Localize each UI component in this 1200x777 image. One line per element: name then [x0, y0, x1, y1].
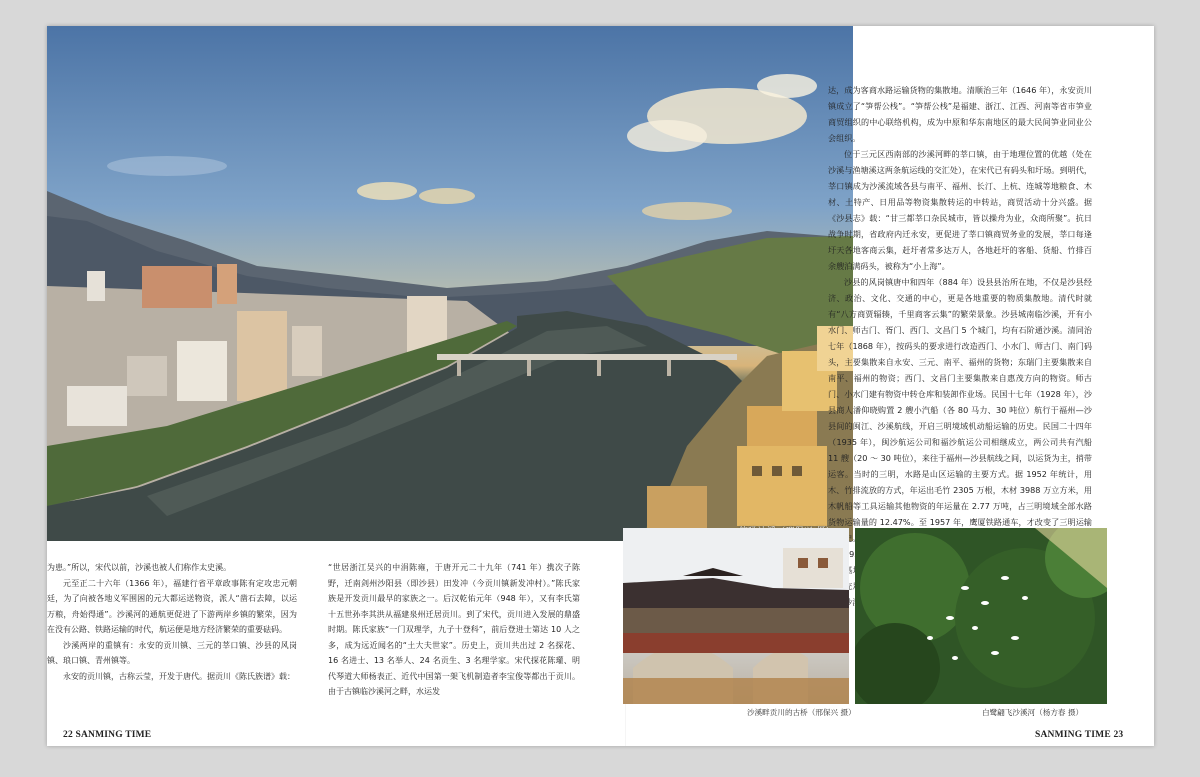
main-photo-river-city [47, 26, 853, 541]
page-number: 22 [63, 730, 73, 740]
magazine-spread [47, 26, 1154, 746]
paragraph: “世居浙江吴兴的中涓陈雍，于唐开元二十九年（741 年）携次子陈野，迁南剑州沙阳县（即沙县）田发冲（今贡川镇新发冲村）。”陈氏家族是开发贡川最早的家族之一。后汉乾佑元年（948 年），又有李氏第十五世孙李其洪从福建泉州迁居贡川。到了宋代，贡川进入发展的鼎盛时期。陈氏家族“一门双理学，九子十登科”，前后登进士第达 10 人之多，成为远近闻名的“土大夫世家”。历史上，贡川共出过 2 名探花、16 名进士、13 名举人、24 名贡生、3 名理学家。宋代探花陈瓘、明代琴道大师杨表正、近代中国第一架飞机制造者李宝俊等都出于贡川。由于古镇临沙溪河之畔，水运发 [328, 563, 580, 696]
bridge-scene [623, 528, 849, 704]
article-column-a [47, 560, 297, 684]
egret-scene [855, 528, 1107, 704]
photo-egrets [855, 528, 1107, 704]
magazine-name: SANMING TIME [1035, 730, 1111, 740]
paragraph: 达，成为客商水路运输货物的集散地。清顺治三年（1646 年），永安贡川镇成立了“笋帮公栈”。“笋帮公栈”是福建、浙江、江西、河南等省市笋业商贸组织的中心联络机构，成为中原和华东南地区的最大民间笋业同业公会组织。 [828, 85, 1092, 143]
egret-photo-caption: 白鹭翩飞沙溪河（杨方春 摄） [982, 708, 1084, 717]
paragraph: 永安的贡川镇，古称云莹，开发于唐代。据贡川《陈氏族谱》载： [63, 671, 295, 681]
article-column-b [328, 560, 580, 700]
bridge-photo-caption: 沙溪畔贡川的古桥（邢保兴 摄） [747, 708, 856, 717]
magazine-name: SANMING TIME [75, 730, 152, 740]
paragraph: 为患。”所以，宋代以前，沙溪也被人们称作太史溪。 [47, 563, 232, 572]
folio-left [63, 730, 151, 740]
main-photo-scene [47, 26, 853, 541]
folio-right [1035, 730, 1123, 740]
page-number: 23 [1113, 730, 1124, 740]
photo-gongchuan-bridge [623, 528, 849, 704]
paragraph: 沙县的风岗镇唐中和四年（884 年）设县县治所在地，不仅是沙县经济、政治、文化、交通的中心，更是各地重要的物质集散地。清代时就有“八方商贾辐辏，千里商客云集”的繁荣景象。沙县城南临沙溪，开有小水门、师古门、胥门、西门、文昌门 5 个城门，均有石阶通沙溪。清同治七年（1868 年），按码头的要求进行改造西门、小水门、师古门、南门码头，主要集散来自永安、三元、南平、福州的货物；东瑞门主要集散来自南平、福州的物资；西门、文昌门主要集散来自惠茂方向的物资。师古门、小水门建有物资中转仓库和装卸作业场。民国十七年（1928 年），沙县商人潘仰晓购置 2 艘小汽船（各 80 马力、30 吨位）航行于福州—沙县间的闽江、沙溪航线，开启三明境域机动船运输的历史。民国二十四年（1935 年），闽沙航运公司和福沙航运公司相继成立，两公司共有汽船 11 艘（20 ～ 30 吨位），来往于福州—沙县航线之间，以运货为主，捎带运客。当时的三明，水路是山区运输的主要方式。据 1952 年统计，用木、竹排流放的方式，年运出毛竹 2305 万根，木材 3988 万立方米，用木帆船等工具运输其他物资的年运量在 2.77 万吨，占三明境域全部水路货物运输量的 12.47%。至 1957 年，鹰厦铁路通车，才改变了三明运输 史。 [828, 277, 1092, 543]
paragraph: 沙溪两岸的重镇有：永安的贡川镇、三元的莘口镇、沙县的风岗镇、琅口镇、青州镇等。 [47, 640, 297, 665]
paragraph: 位于三元区西南部的沙溪河畔的莘口镇，由于地理位置的优越（处在沙溪与渔塘溪这两条航运线的交汇处），在宋代已有码头和圩场。到明代，莘口镇成为沙溪流域各县与南平、福州、长汀、上杭、连城等地粮食、木材、土特产、日用品等物资集散转运的中转站，商贸活动十分兴盛。据《沙县志》载：“甘三都莘口杂民城市，皆以操舟为业，众商所聚”。抗日战争时期，省政府内迁永安，更促进了莘口镇商贸务业的发展，莘口每逢圩天各地客商云集，赶圩者常多达万人，各地赶圩的客船、货船、竹排百余艘泊满码头，被称为“小上海”。 [828, 149, 1092, 271]
paragraph: 元至正二十六年（1366 年），福建行省平章政事陈有定攻忠元朝廷，为了向被各地义军围困的元大都运送物资，派人“凿石去障，以运万粮，舟始得通”。沙溪河的通航更促进了下游两岸乡镇的繁荣，因为在没有公路、铁路运输的时代，航运便是地方经济繁荣的重要砝码。 [47, 578, 297, 634]
